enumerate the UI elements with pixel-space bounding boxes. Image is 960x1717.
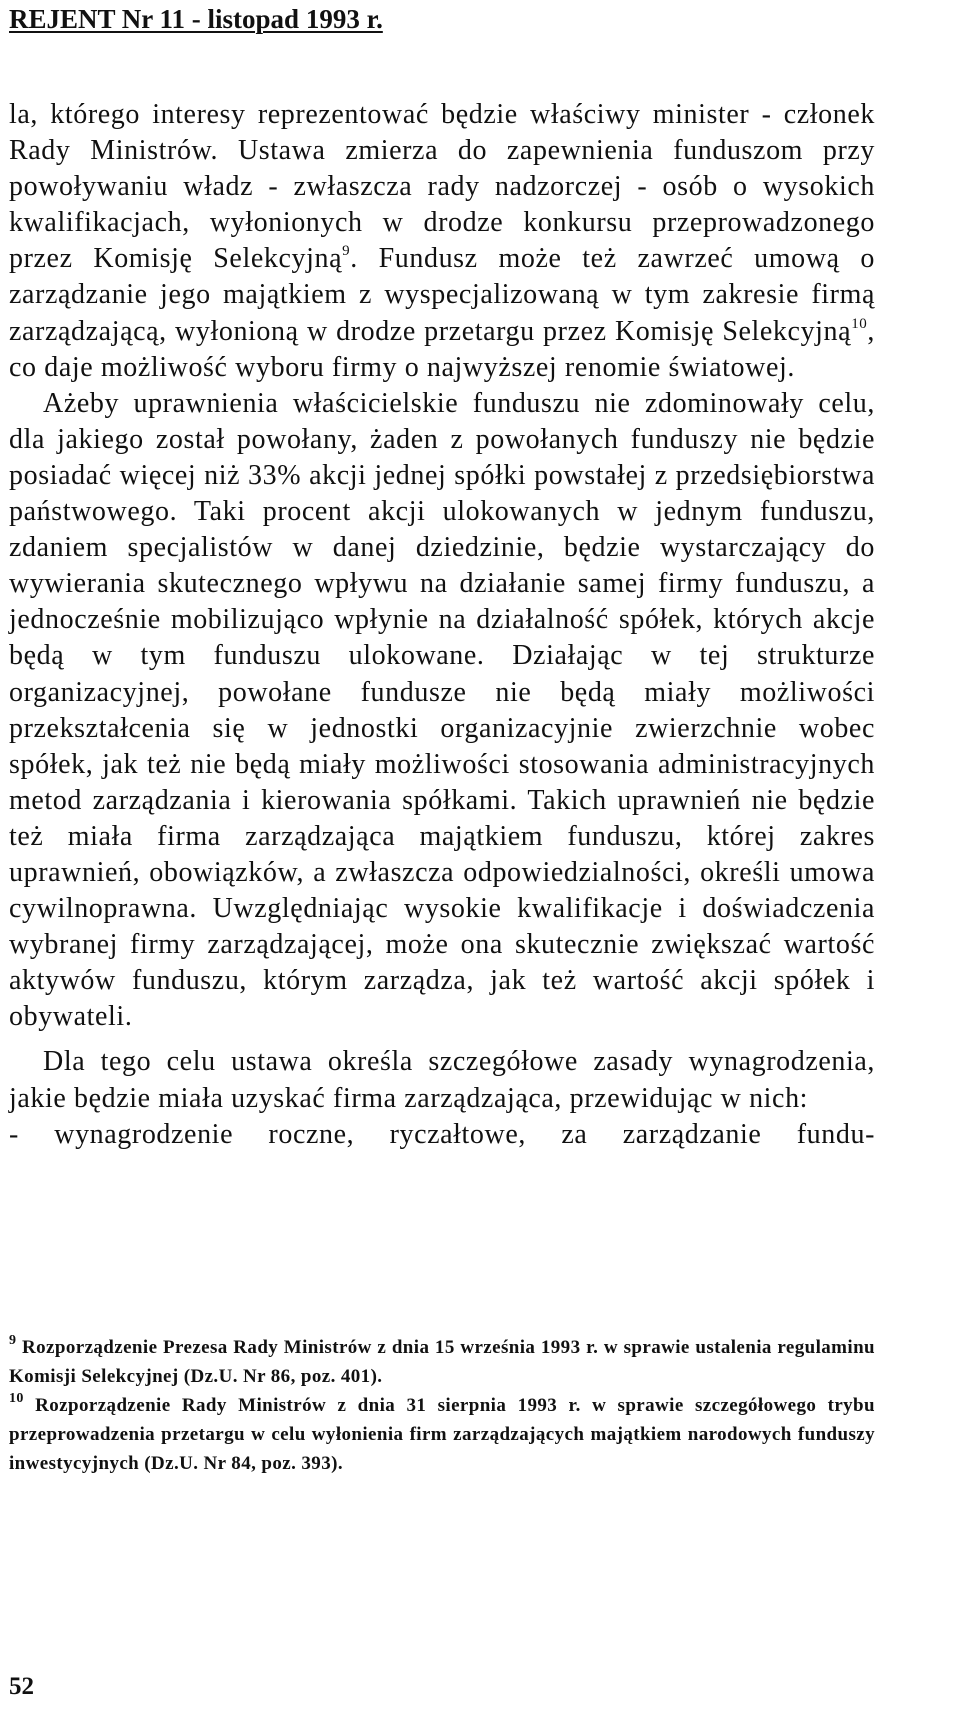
footnote-number: 10 <box>9 1391 24 1406</box>
paragraph: Ażeby uprawnienia właścicielskie funduszu nie zdominowały celu, dla jakiego został powołany, żaden z powołanych funduszy nie będzie posiadać więcej niż 33% akcji jednej spółki powstałej z przedsiębiorstwa państwowego. Taki procent akcji ulokowanych w jednym funduszu, zdaniem specjalistów w danej dziedzinie, będzie wystarczający do wywierania skutecznego wpływu na działanie samej firmy funduszu, a jednocześnie mobilizująco wpłynie na działalność spółek, których akcje będą w tym funduszu ulokowane. Działając w tej strukturze organizacyjnej, powołane fundusze nie będą miały możliwości przekształcenia się w jednostki organizacyjnie zwierzchnie wobec spółek, jak też nie będą miały możliwości stosowania administracyjnych metod zarządzania i kierowania spółkami. Takich uprawnień nie będzie też miała firma zarządzająca majątkiem funduszu, której zakres uprawnień, obowiązków, a zwłaszcza odpowiedzialności, określi umowa cywilnoprawna. Uwzględniając wysokie kwalifikacje i doświadczenia wybranej firmy zarządzającej, może ona skutecznie zwiększać wartość aktywów funduszu, którym zarządza, jak też wartość akcji spółek i obywateli. <box>9 387 875 1033</box>
footnotes <box>9 1333 875 1478</box>
page-number: 52 <box>9 1673 34 1700</box>
footnote-text: Rozporządzenie Rady Ministrów z dnia 31 sierpnia 1993 r. w sprawie szczegółowego trybu przeprowadzenia przetargu w celu wyłonienia firm zarządzających majątkiem narodowych funduszy inwestycyjnych (Dz.U. Nr 84, poz. 393). <box>9 1395 875 1474</box>
footnote-ref: 9 <box>342 243 351 260</box>
running-header: REJENT Nr 11 - listopad 1993 r. <box>9 4 383 34</box>
paragraph-text: , co daje możliwość wyboru firmy o najwyższej renomie światowej. <box>9 315 875 383</box>
paragraph-continuation <box>9 97 875 386</box>
main-text <box>9 97 875 1153</box>
footnote-text: Rozporządzenie Prezesa Rady Ministrów z dnia 15 września 1993 r. w sprawie ustalenia regulaminu Komisji Selekcyjnej (Dz.U. Nr 86, poz. 401). <box>9 1337 875 1387</box>
footnote <box>9 1333 875 1391</box>
paragraph-text: la, którego interesy reprezentować będzie właściwy minister - członek Rady Ministrów. Ustawa zmierza do zapewnienia funduszom przy powoływaniu władz - zwłaszcza rady nadzorczej - osób o wysokich kwalifikacjach, wyłonionych w drodze konkursu przeprowadzonego przez Komisję Selekcyjną <box>9 99 875 275</box>
list-item: - wynagrodzenie roczne, ryczałtowe, za zarządzanie fundu- <box>9 1118 875 1150</box>
footnote <box>9 1391 875 1478</box>
paragraph-text: . Fundusz może też zawrzeć umową o zarządzanie jego majątkiem z wyspecjalizowaną w tym zakresie firmą zarządzającą, wyłonioną w drodze przetargu przez Komisję Selekcyjną <box>9 243 875 347</box>
footnote-ref: 10 <box>851 315 868 332</box>
paragraph: Dla tego celu ustawa określa szczegółowe zasady wynagrodzenia, jakie będzie miała uzyskać firma zarządzająca, przewidując w nich: <box>9 1046 875 1114</box>
footnote-number: 9 <box>9 1333 17 1348</box>
